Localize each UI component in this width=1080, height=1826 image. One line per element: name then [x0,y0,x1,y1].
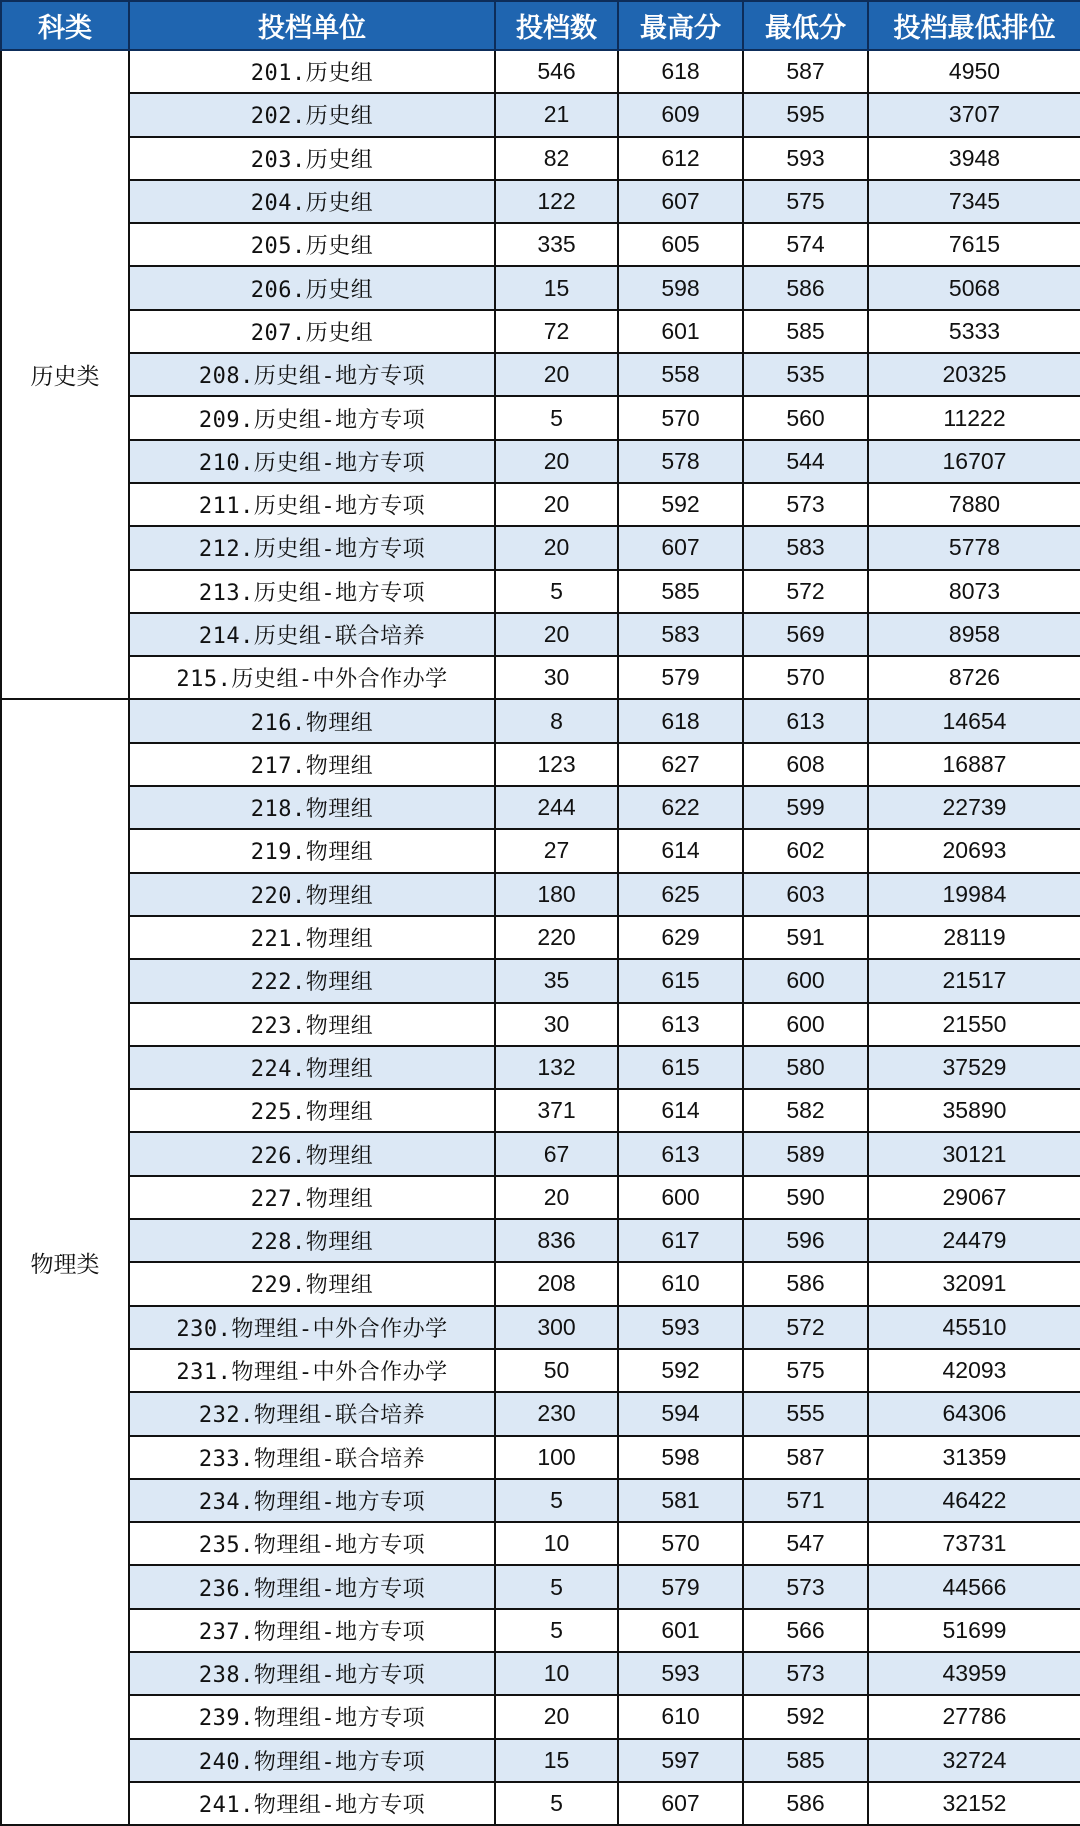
header-category: 科类 [1,1,129,50]
table-row [1,1782,1080,1825]
count-cell: 82 [495,137,618,180]
min-score-cell: 572 [743,1306,868,1349]
count-cell: 5 [495,570,618,613]
unit-cell: 208.历史组-地方专项 [129,353,495,396]
min-score-cell: 566 [743,1609,868,1652]
max-score-cell: 614 [618,829,743,872]
table-row [1,786,1080,829]
count-cell: 27 [495,829,618,872]
min-rank-cell: 20693 [868,829,1080,872]
unit-cell: 233.物理组-联合培养 [129,1436,495,1479]
min-rank-cell: 44566 [868,1565,1080,1608]
count-cell: 20 [495,353,618,396]
max-score-cell: 570 [618,396,743,439]
count-cell: 20 [495,1176,618,1219]
min-score-cell: 608 [743,743,868,786]
unit-cell: 241.物理组-地方专项 [129,1782,495,1825]
min-score-cell: 600 [743,959,868,1002]
unit-cell: 223.物理组 [129,1003,495,1046]
unit-cell: 206.历史组 [129,266,495,309]
max-score-cell: 618 [618,50,743,93]
table-row [1,1609,1080,1652]
max-score-cell: 581 [618,1479,743,1522]
min-score-cell: 586 [743,1782,868,1825]
count-cell: 230 [495,1392,618,1435]
unit-cell: 230.物理组-中外合作办学 [129,1306,495,1349]
table-row [1,1349,1080,1392]
table-row [1,1739,1080,1782]
table-row [1,266,1080,309]
max-score-cell: 597 [618,1739,743,1782]
min-rank-cell: 46422 [868,1479,1080,1522]
max-score-cell: 600 [618,1176,743,1219]
table-row [1,1652,1080,1695]
min-score-cell: 580 [743,1046,868,1089]
min-rank-cell: 8073 [868,570,1080,613]
max-score-cell: 618 [618,699,743,742]
count-cell: 836 [495,1219,618,1262]
unit-cell: 203.历史组 [129,137,495,180]
count-cell: 371 [495,1089,618,1132]
unit-cell: 216.物理组 [129,699,495,742]
table-row [1,483,1080,526]
min-rank-cell: 30121 [868,1132,1080,1175]
unit-cell: 213.历史组-地方专项 [129,570,495,613]
count-cell: 220 [495,916,618,959]
max-score-cell: 579 [618,1565,743,1608]
unit-cell: 228.物理组 [129,1219,495,1262]
count-cell: 5 [495,396,618,439]
min-rank-cell: 31359 [868,1436,1080,1479]
max-score-cell: 594 [618,1392,743,1435]
unit-cell: 229.物理组 [129,1262,495,1305]
unit-cell: 211.历史组-地方专项 [129,483,495,526]
max-score-cell: 601 [618,310,743,353]
min-score-cell: 587 [743,50,868,93]
max-score-cell: 613 [618,1003,743,1046]
min-rank-cell: 27786 [868,1695,1080,1738]
max-score-cell: 592 [618,483,743,526]
min-score-cell: 560 [743,396,868,439]
header-min-rank: 投档最低排位 [868,1,1080,50]
count-cell: 5 [495,1479,618,1522]
max-score-cell: 609 [618,93,743,136]
count-cell: 123 [495,743,618,786]
table-row [1,959,1080,1002]
min-score-cell: 591 [743,916,868,959]
table-row [1,1436,1080,1479]
count-cell: 20 [495,613,618,656]
table-row [1,353,1080,396]
unit-cell: 224.物理组 [129,1046,495,1089]
min-rank-cell: 19984 [868,873,1080,916]
unit-cell: 239.物理组-地方专项 [129,1695,495,1738]
count-cell: 67 [495,1132,618,1175]
max-score-cell: 558 [618,353,743,396]
min-rank-cell: 51699 [868,1609,1080,1652]
table-row [1,396,1080,439]
max-score-cell: 579 [618,656,743,699]
count-cell: 180 [495,873,618,916]
table-row [1,1392,1080,1435]
min-score-cell: 602 [743,829,868,872]
min-score-cell: 544 [743,440,868,483]
count-cell: 122 [495,180,618,223]
min-score-cell: 599 [743,786,868,829]
max-score-cell: 613 [618,1132,743,1175]
table-row [1,440,1080,483]
min-rank-cell: 7345 [868,180,1080,223]
header-count: 投档数 [495,1,618,50]
min-score-cell: 582 [743,1089,868,1132]
unit-cell: 226.物理组 [129,1132,495,1175]
min-score-cell: 575 [743,180,868,223]
count-cell: 72 [495,310,618,353]
min-score-cell: 583 [743,526,868,569]
min-rank-cell: 5778 [868,526,1080,569]
min-rank-cell: 45510 [868,1306,1080,1349]
min-rank-cell: 73731 [868,1522,1080,1565]
min-rank-cell: 32091 [868,1262,1080,1305]
min-score-cell: 555 [743,1392,868,1435]
count-cell: 50 [495,1349,618,1392]
unit-cell: 217.物理组 [129,743,495,786]
unit-cell: 205.历史组 [129,223,495,266]
min-score-cell: 570 [743,656,868,699]
max-score-cell: 605 [618,223,743,266]
max-score-cell: 627 [618,743,743,786]
count-cell: 21 [495,93,618,136]
count-cell: 5 [495,1609,618,1652]
min-score-cell: 573 [743,483,868,526]
min-score-cell: 595 [743,93,868,136]
min-rank-cell: 8958 [868,613,1080,656]
table-row [1,1262,1080,1305]
max-score-cell: 607 [618,180,743,223]
count-cell: 300 [495,1306,618,1349]
min-rank-cell: 22739 [868,786,1080,829]
unit-cell: 231.物理组-中外合作办学 [129,1349,495,1392]
table-row [1,526,1080,569]
count-cell: 100 [495,1436,618,1479]
min-rank-cell: 35890 [868,1089,1080,1132]
unit-cell: 218.物理组 [129,786,495,829]
table-row [1,50,1080,93]
min-score-cell: 535 [743,353,868,396]
table-row [1,1089,1080,1132]
count-cell: 132 [495,1046,618,1089]
max-score-cell: 585 [618,570,743,613]
count-cell: 30 [495,656,618,699]
max-score-cell: 598 [618,266,743,309]
count-cell: 335 [495,223,618,266]
max-score-cell: 625 [618,873,743,916]
min-rank-cell: 3948 [868,137,1080,180]
count-cell: 35 [495,959,618,1002]
max-score-cell: 617 [618,1219,743,1262]
max-score-cell: 601 [618,1609,743,1652]
max-score-cell: 612 [618,137,743,180]
unit-cell: 225.物理组 [129,1089,495,1132]
max-score-cell: 614 [618,1089,743,1132]
min-rank-cell: 29067 [868,1176,1080,1219]
table-row [1,1695,1080,1738]
max-score-cell: 583 [618,613,743,656]
table-row [1,1219,1080,1262]
table-row [1,1003,1080,1046]
min-rank-cell: 28119 [868,916,1080,959]
max-score-cell: 622 [618,786,743,829]
min-score-cell: 593 [743,137,868,180]
min-score-cell: 575 [743,1349,868,1392]
header-unit: 投档单位 [129,1,495,50]
min-rank-cell: 4950 [868,50,1080,93]
max-score-cell: 615 [618,959,743,1002]
min-score-cell: 603 [743,873,868,916]
min-rank-cell: 5068 [868,266,1080,309]
table-row [1,873,1080,916]
table-row [1,1046,1080,1089]
count-cell: 208 [495,1262,618,1305]
unit-cell: 222.物理组 [129,959,495,1002]
min-rank-cell: 3707 [868,93,1080,136]
header-row [1,1,1080,50]
min-score-cell: 572 [743,570,868,613]
min-score-cell: 600 [743,1003,868,1046]
min-score-cell: 573 [743,1652,868,1695]
category-cell: 物理类 [1,699,129,1825]
min-rank-cell: 20325 [868,353,1080,396]
unit-cell: 209.历史组-地方专项 [129,396,495,439]
min-score-cell: 586 [743,1262,868,1305]
table-row [1,310,1080,353]
max-score-cell: 615 [618,1046,743,1089]
count-cell: 20 [495,440,618,483]
unit-cell: 236.物理组-地方专项 [129,1565,495,1608]
unit-cell: 232.物理组-联合培养 [129,1392,495,1435]
min-rank-cell: 32724 [868,1739,1080,1782]
min-rank-cell: 64306 [868,1392,1080,1435]
min-score-cell: 613 [743,699,868,742]
max-score-cell: 593 [618,1306,743,1349]
min-rank-cell: 7615 [868,223,1080,266]
table-row [1,1565,1080,1608]
min-rank-cell: 24479 [868,1219,1080,1262]
min-score-cell: 587 [743,1436,868,1479]
max-score-cell: 592 [618,1349,743,1392]
max-score-cell: 578 [618,440,743,483]
min-rank-cell: 43959 [868,1652,1080,1695]
table-body [1,50,1080,1825]
count-cell: 20 [495,526,618,569]
min-score-cell: 586 [743,266,868,309]
min-rank-cell: 42093 [868,1349,1080,1392]
table-row [1,829,1080,872]
min-rank-cell: 21550 [868,1003,1080,1046]
unit-cell: 237.物理组-地方专项 [129,1609,495,1652]
min-score-cell: 569 [743,613,868,656]
unit-cell: 234.物理组-地方专项 [129,1479,495,1522]
unit-cell: 221.物理组 [129,916,495,959]
min-rank-cell: 16887 [868,743,1080,786]
count-cell: 10 [495,1652,618,1695]
max-score-cell: 570 [618,1522,743,1565]
category-cell: 历史类 [1,50,129,699]
unit-cell: 212.历史组-地方专项 [129,526,495,569]
table-row [1,93,1080,136]
max-score-cell: 607 [618,1782,743,1825]
min-rank-cell: 7880 [868,483,1080,526]
unit-cell: 227.物理组 [129,1176,495,1219]
min-score-cell: 585 [743,310,868,353]
count-cell: 20 [495,1695,618,1738]
count-cell: 15 [495,266,618,309]
unit-cell: 207.历史组 [129,310,495,353]
count-cell: 8 [495,699,618,742]
unit-cell: 220.物理组 [129,873,495,916]
max-score-cell: 629 [618,916,743,959]
table-row [1,1306,1080,1349]
unit-cell: 215.历史组-中外合作办学 [129,656,495,699]
count-cell: 244 [495,786,618,829]
table-row [1,743,1080,786]
table-row [1,223,1080,266]
min-score-cell: 592 [743,1695,868,1738]
unit-cell: 240.物理组-地方专项 [129,1739,495,1782]
unit-cell: 202.历史组 [129,93,495,136]
max-score-cell: 607 [618,526,743,569]
max-score-cell: 610 [618,1695,743,1738]
min-rank-cell: 5333 [868,310,1080,353]
table-header [1,1,1080,50]
unit-cell: 201.历史组 [129,50,495,93]
min-score-cell: 574 [743,223,868,266]
table-row [1,1132,1080,1175]
min-score-cell: 589 [743,1132,868,1175]
unit-cell: 210.历史组-地方专项 [129,440,495,483]
min-score-cell: 596 [743,1219,868,1262]
count-cell: 5 [495,1565,618,1608]
min-score-cell: 547 [743,1522,868,1565]
min-score-cell: 571 [743,1479,868,1522]
table-row [1,570,1080,613]
min-rank-cell: 37529 [868,1046,1080,1089]
table-row [1,916,1080,959]
min-score-cell: 573 [743,1565,868,1608]
min-rank-cell: 11222 [868,396,1080,439]
header-max-score: 最高分 [618,1,743,50]
unit-cell: 219.物理组 [129,829,495,872]
unit-cell: 214.历史组-联合培养 [129,613,495,656]
unit-cell: 235.物理组-地方专项 [129,1522,495,1565]
max-score-cell: 598 [618,1436,743,1479]
table-row [1,656,1080,699]
min-score-cell: 590 [743,1176,868,1219]
min-rank-cell: 32152 [868,1782,1080,1825]
count-cell: 20 [495,483,618,526]
min-rank-cell: 8726 [868,656,1080,699]
table-row [1,137,1080,180]
unit-cell: 204.历史组 [129,180,495,223]
unit-cell: 238.物理组-地方专项 [129,1652,495,1695]
header-min-score: 最低分 [743,1,868,50]
count-cell: 15 [495,1739,618,1782]
count-cell: 546 [495,50,618,93]
table-row [1,180,1080,223]
min-score-cell: 585 [743,1739,868,1782]
table-row [1,1176,1080,1219]
count-cell: 30 [495,1003,618,1046]
table-row [1,1522,1080,1565]
max-score-cell: 593 [618,1652,743,1695]
min-rank-cell: 16707 [868,440,1080,483]
min-rank-cell: 21517 [868,959,1080,1002]
table-row [1,1479,1080,1522]
count-cell: 10 [495,1522,618,1565]
count-cell: 5 [495,1782,618,1825]
table-row [1,613,1080,656]
max-score-cell: 610 [618,1262,743,1305]
min-rank-cell: 14654 [868,699,1080,742]
table-row [1,699,1080,742]
